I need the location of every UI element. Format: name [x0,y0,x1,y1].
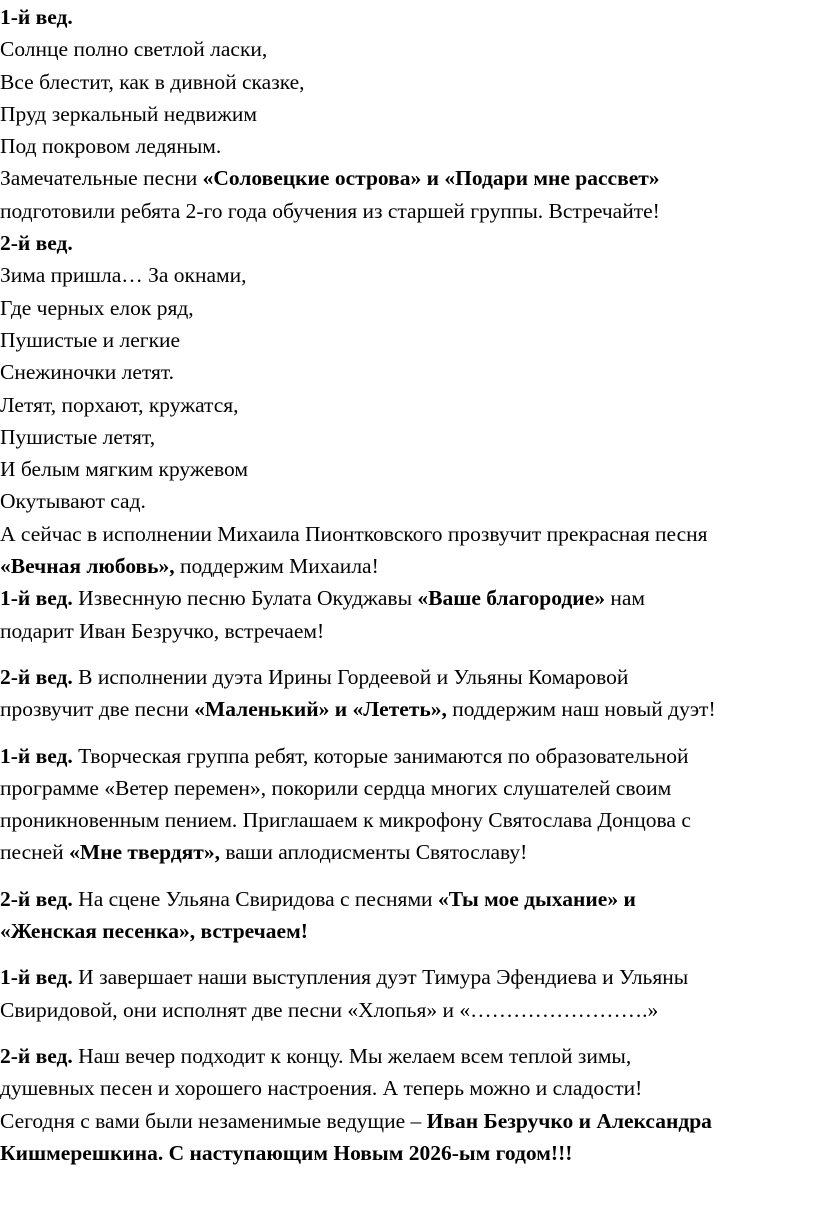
paragraph-line: 1-й вед. Извеснную песню Булата Окуджавы «Ваше благородие» нам [0,586,645,611]
paragraph-line: 2-й вед. В исполнении дуэта Ирины Гордеевой и Ульяны Комаровой [0,664,629,689]
paragraph-line: Сегодня с вами были незаменимые ведущие – Иван Безручко и Александра [0,1108,712,1133]
paragraph-line: 2-й вед. Наш вечер подходит к концу. Мы желаем всем теплой зимы, [0,1043,632,1068]
paragraph-line: А сейчас в исполнении Михаила Пионтковского прозвучит прекрасная песня [0,521,708,546]
poem-line: И белым мягким кружевом [0,457,248,482]
paragraph-line: 1-й вед. И завершает наши выступления дуэт Тимура Эфендиева и Ульяны [0,965,689,990]
speaker-label: 1-й вед. [0,586,73,611]
paragraph-line: 2-й вед. На сцене Ульяна Свиридова с песнями «Ты мое дыхание» и [0,886,636,911]
closing-greeting: Кишмерешкина. С наступающим Новым 2026-ым годом!!! [0,1140,573,1165]
song-titles: «Маленький» и «Лететь», [194,697,447,722]
paragraph-line: душевных песен и хорошего настроения. А теперь можно и сладости! [0,1076,643,1101]
speaker-label: 1-й вед. [0,965,73,990]
speaker-label: 2-й вед. [0,231,73,256]
poem-line: Где черных елок ряд, [0,295,194,320]
poem-line: Пушистые летят, [0,424,156,449]
poem-line: Пруд зеркальный недвижим [0,101,258,126]
paragraph-line: прозвучит две песни «Маленький» и «Лететь», поддержим наш новый дуэт! [0,697,716,722]
paragraph-line: песней «Мне твердят», ваши аплодисменты Святославу! [0,840,528,865]
song-title: «Вечная любовь», [0,554,175,579]
poem-line: Летят, порхают, кружатся, [0,392,239,417]
document-body [0,1,814,1169]
speaker-label: 1-й вед. [0,5,73,29]
host-names: Иван Безручко и Александра [426,1108,712,1133]
speaker-label: 1-й вед. [0,743,73,768]
poem-line: Зима пришла… За окнами, [0,263,247,288]
song-titles: «Соловецкие острова» и «Подари мне рассвет» [202,166,660,191]
paragraph-line: 1-й вед. Творческая группа ребят, которые занимаются по образовательной [0,743,689,768]
song-title: «Ваше благородие» [417,586,605,611]
paragraph-line: программе «Ветер перемен», покорили сердца многих слушателей своим [0,775,672,800]
paragraph-line: Замечательные песни «Соловецкие острова» и «Подари мне рассвет» [0,166,660,191]
poem-line: Окутывают сад. [0,489,146,514]
paragraph-line: подарит Иван Безручко, встречаем! [0,618,325,643]
paragraph-line [0,915,814,947]
song-titles: «Женская песенка», встречаем! [0,919,308,944]
paragraph-line: Свиридовой, они исполнят две песни «Хлопья» и «…………………….» [0,997,659,1022]
poem-line: Солнце полно светлой ласки, [0,37,268,62]
poem-line: Снежиночки летят. [0,360,175,385]
paragraph-line: проникновенным пением. Приглашаем к микрофону Святослава Донцова с [0,808,691,833]
song-title: «Мне твердят», [69,840,220,865]
speaker-label: 2-й вед. [0,664,73,689]
speaker-label: 2-й вед. [0,1043,73,1068]
poem-line: Все блестит, как в дивной сказке, [0,69,305,94]
poem-line: Под покровом ледяным. [0,134,222,159]
speaker-label: 2-й вед. [0,886,73,911]
song-titles: «Ты мое дыхание» и [437,886,636,911]
paragraph-line [0,1137,814,1169]
paragraph-line: «Вечная любовь», поддержим Михаила! [0,554,379,579]
paragraph-line: подготовили ребята 2-го года обучения из старшей группы. Встречайте! [0,198,660,223]
poem-line: Пушистые и легкие [0,327,181,352]
